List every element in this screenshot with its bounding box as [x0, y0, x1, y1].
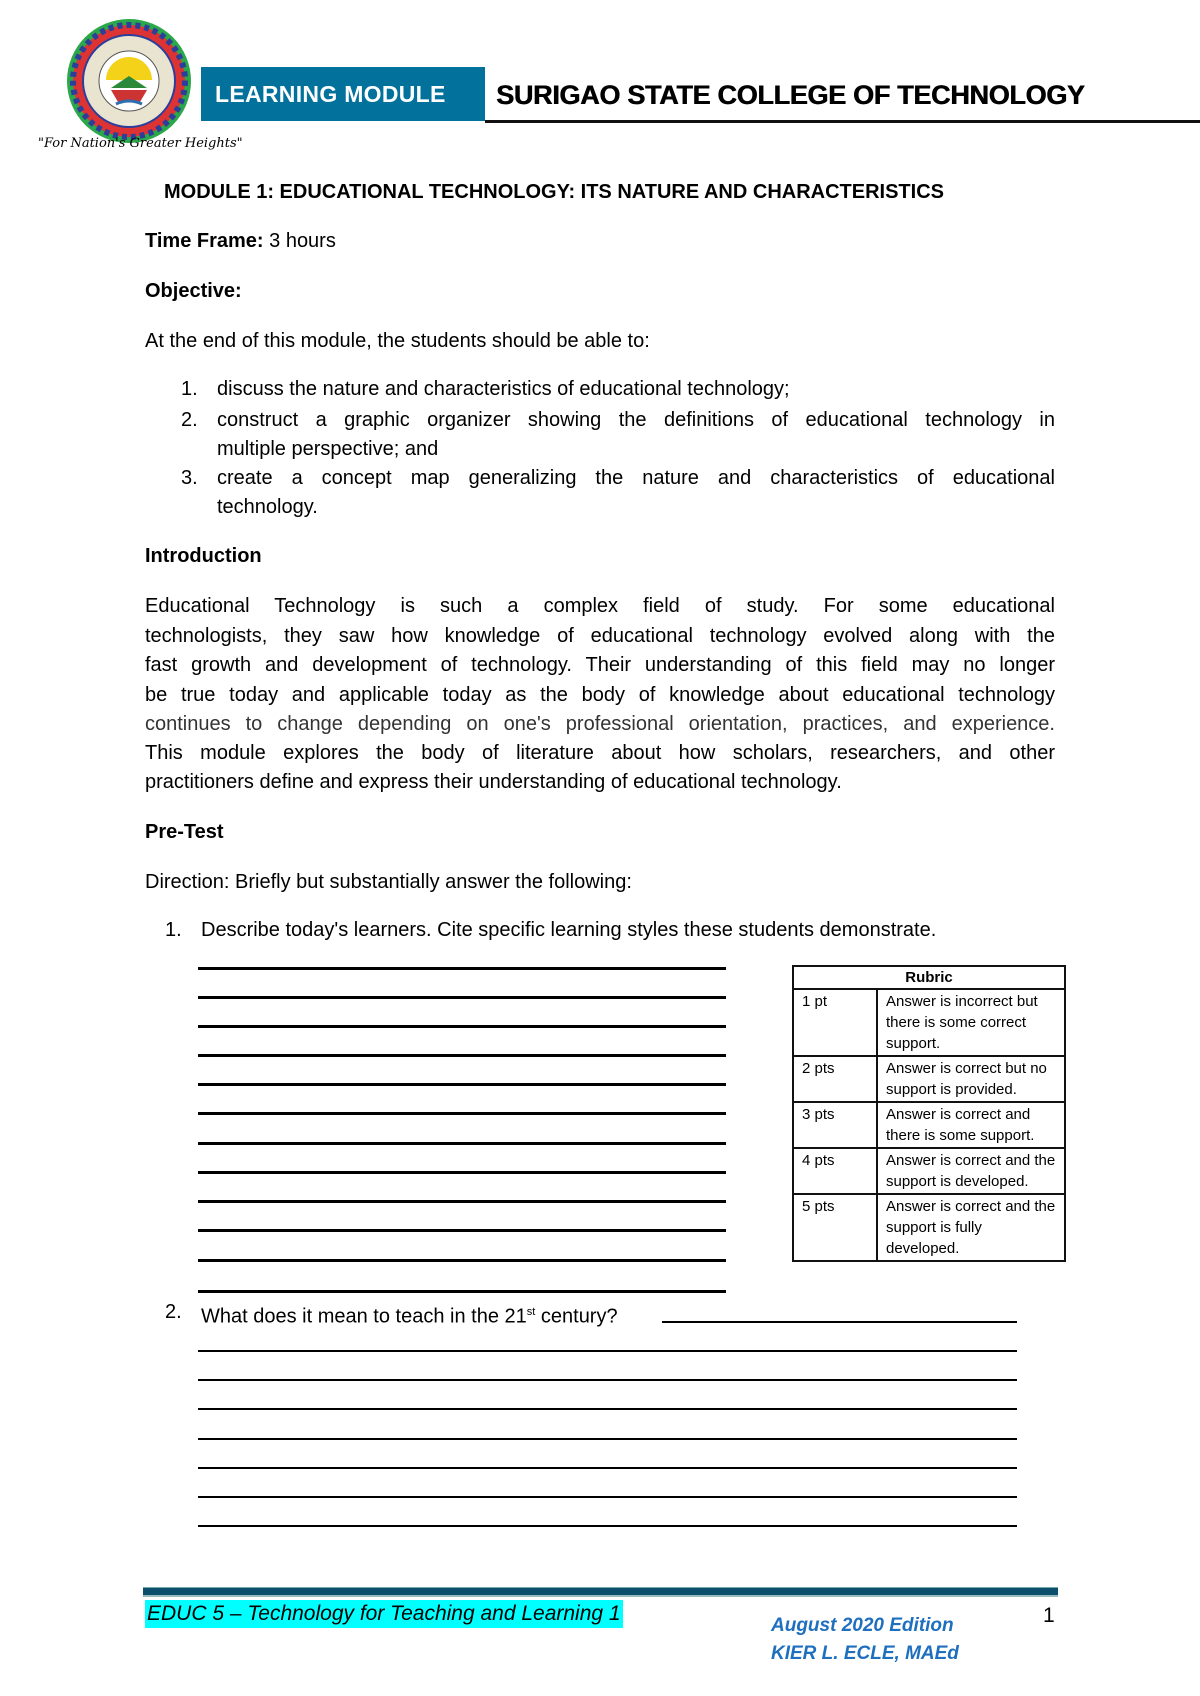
rubric-desc: Answer is correct but no support is provided.: [877, 1056, 1065, 1102]
objective-item: create a concept map generalizing the nature and characteristics of educational: [217, 467, 1055, 489]
question-num: 2.: [165, 1301, 182, 1323]
intro-line: Educational Technology is such a complex field of study. For some educational: [145, 595, 1055, 617]
time-frame: [145, 230, 336, 252]
introduction-heading: Introduction: [145, 545, 262, 567]
answer-line[interactable]: [198, 1259, 726, 1262]
page-number: 1: [1043, 1604, 1055, 1627]
intro-line: technologists, they saw how knowledge of educational technology evolved along with the: [145, 625, 1055, 647]
footer-edition: August 2020 Edition: [771, 1615, 954, 1636]
answer-line[interactable]: [198, 1200, 726, 1203]
intro-line: fast growth and development of technology. Their understanding of this field may no longer: [145, 654, 1055, 676]
rubric-desc: Answer is correct and there is some support.: [877, 1102, 1065, 1148]
rubric-points: 1 pt: [793, 989, 877, 1056]
intro-line: continues to change depending on one's professional orientation, practices, and experience.: [145, 713, 1055, 735]
rubric-points: 5 pts: [793, 1194, 877, 1261]
college-seal-logo: [66, 18, 192, 144]
objective-item-cont: multiple perspective; and: [217, 438, 439, 460]
answer-line[interactable]: [198, 1496, 1017, 1498]
rubric-points: 2 pts: [793, 1056, 877, 1102]
objective-item-cont: technology.: [217, 496, 318, 518]
question-num: 1.: [165, 919, 182, 941]
question-2: [201, 1301, 618, 1328]
rubric-points: 4 pts: [793, 1148, 877, 1194]
college-name: SURIGAO STATE COLLEGE OF TECHNOLOGY: [496, 80, 1085, 110]
answer-line[interactable]: [198, 996, 726, 999]
answer-line[interactable]: [198, 967, 726, 970]
module-title: MODULE 1: EDUCATIONAL TECHNOLOGY: ITS NATURE AND CHARACTERISTICS: [164, 181, 944, 203]
pretest-direction: Direction: Briefly but substantially answer the following:: [145, 871, 632, 893]
answer-line[interactable]: [662, 1321, 1017, 1323]
objective-num: 3.: [181, 467, 198, 489]
rubric-desc: Answer is correct and the support is developed.: [877, 1148, 1065, 1194]
intro-line: practitioners define and express their understanding of educational technology.: [145, 771, 842, 793]
footer-rule: [143, 1587, 1058, 1597]
rubric-desc: Answer is correct and the support is fully developed.: [877, 1194, 1065, 1261]
question-1: Describe today's learners. Cite specific learning styles these students demonstrate.: [201, 919, 937, 941]
rubric-row: [793, 1056, 1065, 1102]
rubric-row: [793, 1194, 1065, 1261]
objective-num: 2.: [181, 409, 198, 431]
objective-num: 1.: [181, 378, 198, 400]
answer-line[interactable]: [198, 1054, 726, 1057]
rubric-row: [793, 1148, 1065, 1194]
answer-line[interactable]: [198, 1229, 726, 1232]
intro-line: This module explores the body of literature about how scholars, researchers, and other: [145, 742, 1055, 764]
answer-line[interactable]: [198, 1142, 726, 1145]
answer-line[interactable]: [198, 1083, 726, 1086]
time-frame-label: Time Frame:: [145, 230, 264, 252]
objective-item: construct a graphic organizer showing the definitions of educational technology in: [217, 409, 1055, 431]
answer-line[interactable]: [198, 1350, 1017, 1352]
rubric-points: 3 pts: [793, 1102, 877, 1148]
rubric-desc: Answer is incorrect but there is some correct support.: [877, 989, 1065, 1056]
answer-line[interactable]: [198, 1525, 1017, 1527]
question-2-text-end: century?: [535, 1305, 618, 1328]
objective-intro: At the end of this module, the students should be able to:: [145, 330, 650, 352]
objective-heading: Objective:: [145, 280, 242, 302]
question-2-sup: st: [526, 1306, 536, 1318]
header-rule: [485, 120, 1200, 123]
objective-item: discuss the nature and characteristics of educational technology;: [217, 378, 790, 400]
answer-line[interactable]: [198, 1025, 726, 1028]
rubric-row: [793, 989, 1065, 1056]
pretest-heading: Pre-Test: [145, 821, 224, 843]
question-2-text: What does it mean to teach in the 21: [201, 1305, 527, 1328]
rubric-row: [793, 1102, 1065, 1148]
answer-line[interactable]: [198, 1408, 1017, 1410]
answer-line[interactable]: [198, 1171, 726, 1174]
answer-line[interactable]: [198, 1438, 1017, 1440]
answer-line[interactable]: [198, 1112, 726, 1115]
answer-line[interactable]: [198, 1467, 1017, 1469]
intro-line: be true today and applicable today as the body of knowledge about educational technology: [145, 684, 1055, 706]
college-motto: "For Nation's Greater Heights": [38, 136, 243, 151]
answer-line[interactable]: [198, 1379, 1017, 1381]
footer-course: EDUC 5 – Technology for Teaching and Learning 1: [145, 1600, 623, 1628]
footer-author: KIER L. ECLE, MAEd: [771, 1643, 959, 1664]
rubric-title: Rubric: [793, 966, 1065, 989]
time-frame-value: 3 hours: [263, 230, 336, 252]
answer-line[interactable]: [198, 1290, 726, 1293]
learning-module-banner: LEARNING MODULE: [201, 67, 485, 121]
rubric-table: [792, 965, 1066, 1262]
